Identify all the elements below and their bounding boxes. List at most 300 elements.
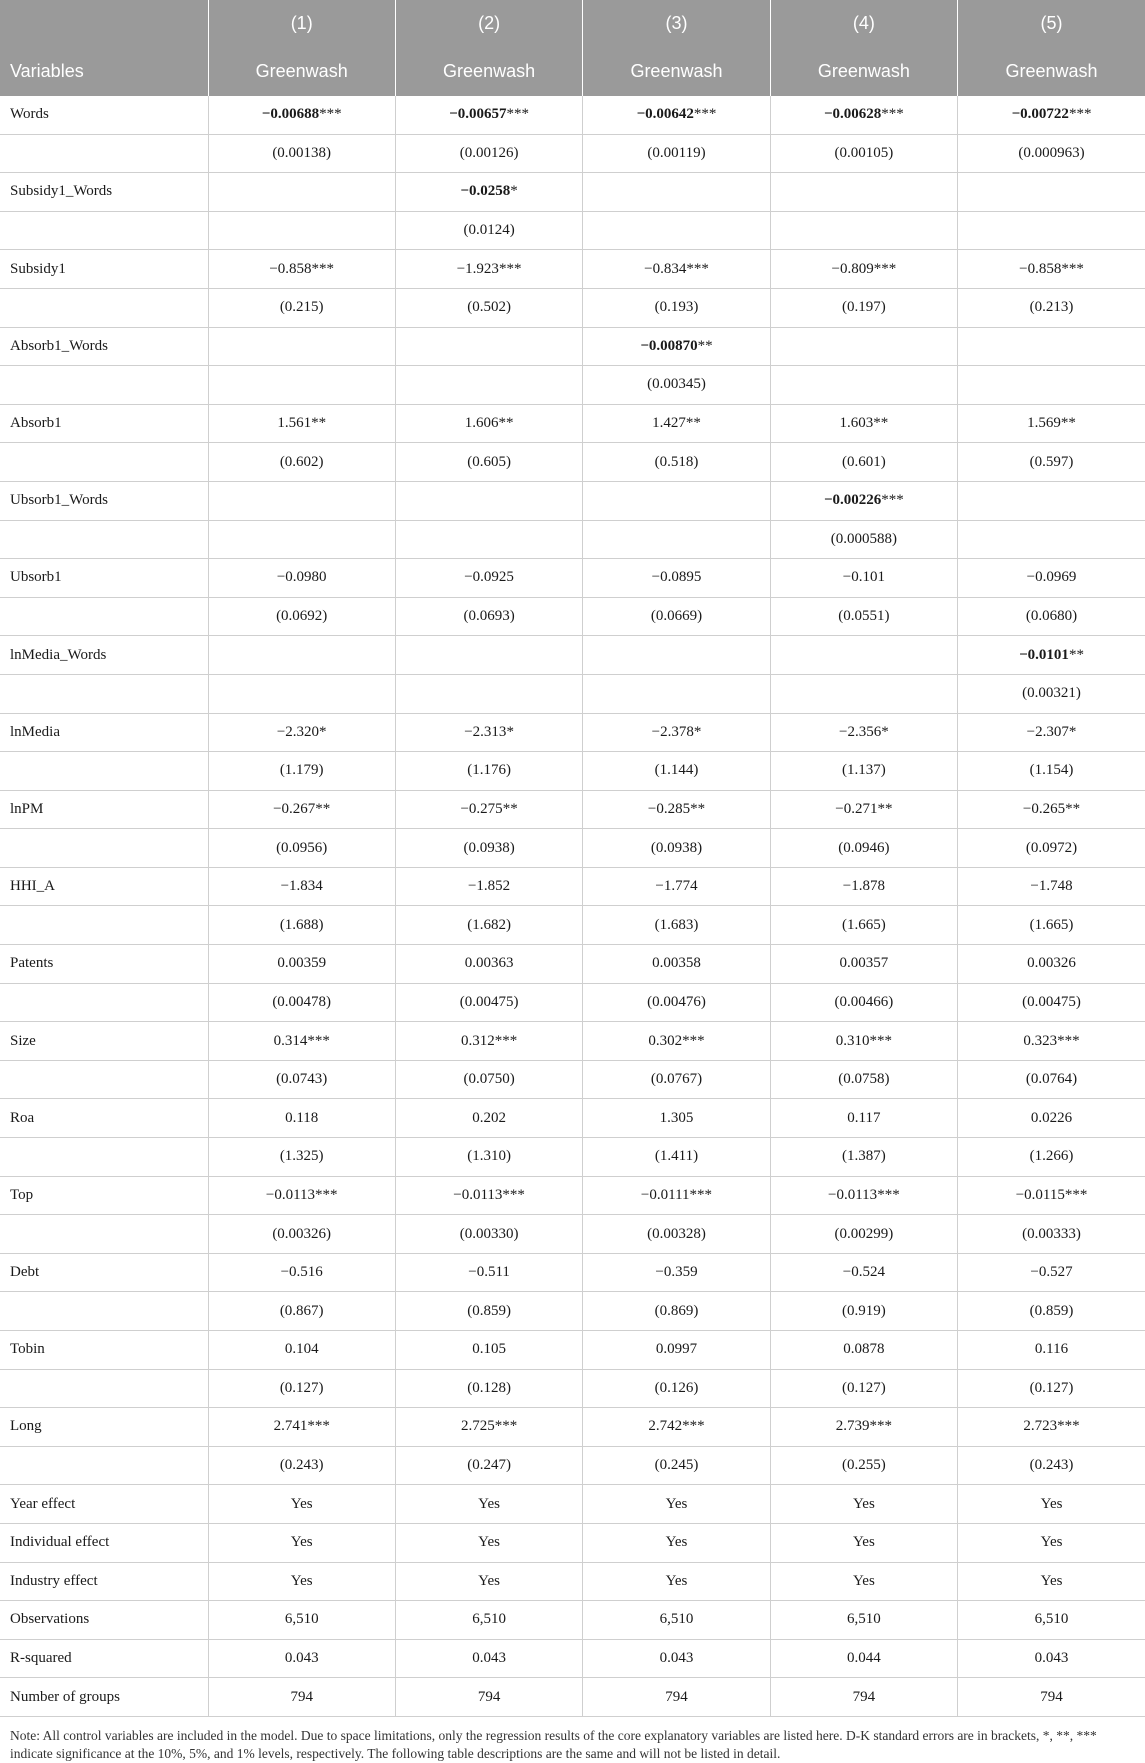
table-cell (395, 1176, 582, 1215)
table-cell (208, 250, 395, 289)
row-label: Debt (0, 1253, 208, 1292)
table-cell (770, 1022, 957, 1061)
significance-stars: *** (869, 1418, 892, 1435)
cell-value: (1.325) (279, 1148, 324, 1165)
cell-value: 6,510 (472, 1611, 506, 1628)
row-label: Absorb1 (0, 404, 208, 443)
row-label (0, 597, 208, 636)
table-cell (208, 1523, 395, 1562)
cell-value: 0.202 (472, 1109, 506, 1126)
cell-value: (0.00105) (834, 144, 894, 161)
table-cell (958, 1253, 1145, 1292)
cell-value: 6,510 (659, 1611, 694, 1628)
table-cell (395, 366, 582, 405)
table-cell (583, 752, 770, 791)
table-cell (583, 1176, 770, 1215)
table-cell (958, 1292, 1145, 1331)
table-row (0, 1138, 1145, 1177)
cell-value: 0.323 (1023, 1032, 1058, 1049)
significance-stars: *** (1061, 260, 1084, 277)
table-cell (208, 983, 395, 1022)
table-cell (208, 1639, 395, 1678)
table-cell (583, 1639, 770, 1678)
cell-value: 0.043 (284, 1650, 319, 1667)
cell-value: (0.0956) (276, 839, 328, 856)
table-row (0, 1060, 1145, 1099)
table-cell (583, 96, 770, 134)
table-cell (395, 211, 582, 250)
row-label (0, 366, 208, 405)
row-label: Words (0, 96, 208, 134)
row-label: R-squared (0, 1639, 208, 1678)
table-cell (395, 96, 582, 134)
table-cell (958, 520, 1145, 559)
cell-value: (0.127) (841, 1379, 886, 1396)
table-cell (208, 481, 395, 520)
cell-value: −0.0925 (464, 569, 514, 586)
table-cell (208, 1446, 395, 1485)
cell-value: −0.834 (644, 260, 687, 277)
cell-value: 0.116 (1034, 1341, 1069, 1358)
table-row (0, 520, 1145, 559)
table-cell (395, 983, 582, 1022)
significance-stars: ** (502, 800, 518, 817)
cell-value: (0.128) (467, 1379, 511, 1396)
cell-value: (0.213) (1029, 299, 1074, 316)
cell-value: 6,510 (846, 1611, 881, 1628)
table-row (0, 1523, 1145, 1562)
table-row (0, 752, 1145, 791)
cell-value: 2.739 (835, 1418, 870, 1435)
dependent-variable-1: Greenwash (208, 47, 395, 96)
table-cell (395, 559, 582, 598)
table-cell (583, 1253, 770, 1292)
cell-value: Yes (290, 1572, 313, 1589)
cell-value: 794 (477, 1688, 501, 1705)
table-cell (958, 211, 1145, 250)
cell-value: (0.00333) (1022, 1225, 1081, 1242)
table-cell (395, 1523, 582, 1562)
row-label: lnPM (0, 790, 208, 829)
table-cell (770, 1562, 957, 1601)
table-cell (208, 867, 395, 906)
table-cell (583, 597, 770, 636)
table-cell (770, 327, 957, 366)
cell-value: (0.0946) (838, 839, 890, 856)
significance-stars: *** (319, 106, 342, 123)
cell-value: 1.569 (1027, 415, 1061, 432)
table-row (0, 1408, 1145, 1447)
cell-value: 0.044 (846, 1650, 881, 1667)
table-cell (770, 752, 957, 791)
cell-value: −0.858 (269, 260, 312, 277)
table-cell (208, 443, 395, 482)
table-cell (583, 1446, 770, 1485)
table-cell (958, 674, 1145, 713)
significance-stars: *** (307, 1032, 330, 1049)
cell-value: 0.302 (648, 1032, 683, 1049)
table-cell (395, 790, 582, 829)
table-cell (395, 1022, 582, 1061)
table-cell (208, 404, 395, 443)
cell-value: (1.665) (841, 916, 886, 933)
cell-value: (0.127) (279, 1379, 324, 1396)
table-cell (208, 1060, 395, 1099)
table-cell (208, 1215, 395, 1254)
table-cell (770, 1523, 957, 1562)
significance-stars: *** (315, 1186, 338, 1203)
table-cell (958, 250, 1145, 289)
table-row (0, 1022, 1145, 1061)
table-row (0, 1678, 1145, 1717)
cell-value: (0.0551) (838, 608, 890, 625)
cell-value: −0.858 (1019, 260, 1062, 277)
table-cell (395, 867, 582, 906)
cell-value: (0.255) (841, 1457, 886, 1474)
table-cell (583, 636, 770, 675)
cell-value: 0.0878 (843, 1341, 885, 1358)
cell-value: (0.000588) (830, 530, 897, 547)
significance-stars: *** (881, 106, 904, 123)
cell-value: −0.00722 (1011, 106, 1069, 123)
row-label: Individual effect (0, 1523, 208, 1562)
cell-value: −0.00870 (640, 337, 698, 354)
table-row (0, 1369, 1145, 1408)
table-cell (958, 752, 1145, 791)
table-cell (583, 945, 770, 984)
cell-value: 0.00326 (1027, 955, 1076, 972)
significance-stars: *** (682, 1418, 705, 1435)
table-cell (583, 173, 770, 212)
table-cell (208, 1176, 395, 1215)
cell-value: 2.725 (460, 1418, 495, 1435)
column-number-5: (5) (958, 0, 1145, 47)
cell-value: Yes (852, 1534, 875, 1551)
table-cell (395, 1331, 582, 1370)
row-label: lnMedia (0, 713, 208, 752)
cell-value: (0.0680) (1025, 608, 1078, 625)
table-cell (583, 983, 770, 1022)
table-cell (770, 481, 957, 520)
significance-stars: *** (494, 1032, 518, 1049)
cell-value: −0.00226 (823, 492, 882, 509)
table-cell (208, 1253, 395, 1292)
cell-value: (1.266) (1029, 1148, 1074, 1165)
cell-value: (1.179) (279, 762, 324, 779)
row-label (0, 443, 208, 482)
header-row-dependent-variable (0, 47, 1145, 96)
significance-stars: *** (881, 492, 904, 509)
significance-stars: ** (311, 415, 327, 432)
table-cell (208, 790, 395, 829)
row-label: Absorb1_Words (0, 327, 208, 366)
cell-value: 0.00359 (277, 955, 327, 972)
table-body (0, 96, 1145, 1716)
cell-value: (1.387) (841, 1148, 886, 1165)
cell-value: (0.0938) (650, 839, 703, 856)
cell-value: −1.774 (655, 878, 698, 895)
cell-value: 1.561 (277, 415, 312, 432)
table-row (0, 211, 1145, 250)
significance-stars: * (510, 183, 518, 200)
table-row (0, 674, 1145, 713)
cell-value: −0.265 (1022, 800, 1066, 817)
table-cell (958, 481, 1145, 520)
table-cell (958, 1562, 1145, 1601)
table-cell (395, 1215, 582, 1254)
table-cell (958, 1060, 1145, 1099)
table-cell (770, 1215, 957, 1254)
significance-stars: *** (689, 1186, 713, 1203)
cell-value: 794 (1040, 1688, 1063, 1705)
significance-stars: *** (873, 260, 897, 277)
table-row (0, 250, 1145, 289)
significance-stars: ** (877, 800, 893, 817)
cell-value: 0.312 (460, 1032, 495, 1049)
table-cell (395, 636, 582, 675)
cell-value: (0.00119) (647, 144, 706, 161)
cell-value: Yes (1040, 1572, 1063, 1589)
table-cell (208, 945, 395, 984)
table-cell (583, 674, 770, 713)
cell-value: −2.320 (276, 723, 320, 740)
table-cell (583, 906, 770, 945)
table-cell (208, 1022, 395, 1061)
cell-value: Yes (665, 1534, 688, 1551)
cell-value: −0.809 (831, 260, 874, 277)
cell-value: (0.0972) (1025, 839, 1078, 856)
significance-stars: *** (498, 260, 522, 277)
cell-value: −0.00628 (823, 106, 882, 123)
table-cell (958, 173, 1145, 212)
cell-value: 1.305 (659, 1109, 694, 1126)
table-cell (395, 1678, 582, 1717)
significance-stars: *** (311, 260, 335, 277)
table-cell (583, 1331, 770, 1370)
cell-value: Yes (665, 1495, 688, 1512)
cell-value: (0.126) (654, 1379, 699, 1396)
table-cell (208, 674, 395, 713)
row-label: Size (0, 1022, 208, 1061)
table-cell (395, 520, 582, 559)
table-cell (958, 443, 1145, 482)
cell-value: (0.602) (279, 453, 324, 470)
table-cell (208, 1369, 395, 1408)
table-cell (395, 443, 582, 482)
table-cell (958, 404, 1145, 443)
table-cell (208, 1562, 395, 1601)
table-cell (770, 1678, 957, 1717)
table-cell (208, 366, 395, 405)
table-cell (770, 1446, 957, 1485)
table-cell (770, 559, 957, 598)
table-cell (395, 1369, 582, 1408)
table-cell (583, 1138, 770, 1177)
table-cell (583, 829, 770, 868)
cell-value: Yes (852, 1572, 875, 1589)
significance-stars: ** (1060, 415, 1076, 432)
cell-value: (0.0750) (463, 1071, 515, 1088)
table-row (0, 1099, 1145, 1138)
cell-value: 794 (290, 1688, 313, 1705)
table-cell (958, 636, 1145, 675)
table-cell (770, 366, 957, 405)
row-label (0, 520, 208, 559)
significance-stars: ** (690, 800, 706, 817)
table-cell (583, 520, 770, 559)
table-cell (958, 713, 1145, 752)
cell-value: (1.411) (654, 1148, 699, 1165)
table-cell (770, 1408, 957, 1447)
cell-value: 0.0997 (655, 1341, 698, 1358)
cell-value: −0.359 (655, 1264, 698, 1281)
cell-value: (1.144) (654, 762, 699, 779)
table-cell (395, 752, 582, 791)
cell-value: −0.275 (460, 800, 503, 817)
cell-value: 0.118 (285, 1109, 319, 1126)
row-label (0, 674, 208, 713)
row-label (0, 211, 208, 250)
table-row (0, 983, 1145, 1022)
cell-value: −1.834 (280, 878, 323, 895)
cell-value: 1.603 (839, 415, 874, 432)
significance-stars: *** (1057, 1032, 1080, 1049)
table-cell (395, 1253, 582, 1292)
dependent-variable-2: Greenwash (395, 47, 582, 96)
cell-value: (0.869) (654, 1302, 699, 1319)
table-row (0, 1562, 1145, 1601)
cell-value: (0.00138) (272, 144, 332, 161)
significance-stars: * (506, 723, 514, 740)
table-cell (770, 1369, 957, 1408)
table-cell (958, 906, 1145, 945)
significance-stars: *** (307, 1418, 330, 1435)
table-cell (770, 906, 957, 945)
cell-value: 1.427 (652, 415, 686, 432)
table-cell (395, 1446, 582, 1485)
table-row (0, 288, 1145, 327)
table-cell (770, 443, 957, 482)
cell-value: (0.00475) (459, 993, 519, 1010)
cell-value: (0.197) (841, 299, 886, 316)
significance-stars: *** (502, 1186, 525, 1203)
cell-value: (0.518) (654, 453, 699, 470)
table-cell (958, 1408, 1145, 1447)
cell-value: (0.00321) (1022, 685, 1081, 702)
cell-value: −0.00688 (261, 106, 320, 123)
cell-value: −0.0969 (1026, 569, 1077, 586)
table-cell (395, 713, 582, 752)
cell-value: −0.271 (835, 800, 878, 817)
table-cell (395, 1060, 582, 1099)
significance-stars: ** (315, 800, 331, 817)
table-row (0, 636, 1145, 675)
cell-value: (0.243) (279, 1457, 324, 1474)
cell-value: −0.511 (468, 1264, 510, 1281)
cell-value: 0.104 (284, 1341, 319, 1358)
row-label: Patents (0, 945, 208, 984)
cell-value: (0.867) (279, 1302, 324, 1319)
cell-value: (0.0767) (650, 1071, 703, 1088)
table-cell (395, 404, 582, 443)
cell-value: −0.516 (280, 1264, 323, 1281)
table-cell (395, 1485, 582, 1524)
table-cell (958, 983, 1145, 1022)
table-row (0, 1292, 1145, 1331)
cell-value: −0.0980 (276, 569, 327, 586)
significance-stars: * (693, 723, 702, 740)
significance-stars: *** (1064, 1186, 1088, 1203)
table-cell (208, 520, 395, 559)
cell-value: 0.310 (835, 1032, 870, 1049)
table-cell (770, 983, 957, 1022)
table-cell (958, 1022, 1145, 1061)
table-row (0, 134, 1145, 173)
table-cell (208, 597, 395, 636)
cell-value: (0.00126) (459, 144, 519, 161)
row-label: Ubsorb1 (0, 559, 208, 598)
table-cell (958, 867, 1145, 906)
row-label: Ubsorb1_Words (0, 481, 208, 520)
table-cell (583, 1369, 770, 1408)
table-cell (958, 559, 1145, 598)
cell-value: 0.043 (659, 1650, 694, 1667)
table-cell (395, 250, 582, 289)
row-label: Roa (0, 1099, 208, 1138)
cell-value: 0.314 (273, 1032, 308, 1049)
row-label (0, 288, 208, 327)
cell-value: Yes (290, 1495, 313, 1512)
table-cell (208, 1601, 395, 1640)
cell-value: (0.127) (1029, 1379, 1074, 1396)
table-cell (208, 327, 395, 366)
table-cell (583, 250, 770, 289)
cell-value: 0.0226 (1030, 1109, 1073, 1126)
table-cell (958, 829, 1145, 868)
cell-value: (0.859) (1029, 1302, 1074, 1319)
cell-value: 0.043 (472, 1650, 506, 1667)
table-cell (395, 1138, 582, 1177)
cell-value: (1.665) (1029, 916, 1074, 933)
column-number-2: (2) (395, 0, 582, 47)
dependent-variable-4: Greenwash (770, 47, 957, 96)
table-cell (583, 559, 770, 598)
table-cell (583, 867, 770, 906)
table-cell (770, 597, 957, 636)
table-cell (395, 1408, 582, 1447)
table-cell (583, 366, 770, 405)
table-cell (395, 1099, 582, 1138)
cell-value: −0.0101 (1019, 646, 1069, 663)
significance-stars: *** (686, 260, 709, 277)
cell-value: (0.00330) (459, 1225, 519, 1242)
table-row (0, 96, 1145, 134)
cell-value: 0.105 (472, 1341, 506, 1358)
significance-stars: *** (1057, 1418, 1080, 1435)
table-row (0, 597, 1145, 636)
table-row (0, 366, 1145, 405)
table-cell (208, 173, 395, 212)
table-cell (583, 211, 770, 250)
cell-value: (0.0693) (463, 608, 515, 625)
cell-value: (0.247) (467, 1457, 511, 1474)
row-label: Long (0, 1408, 208, 1447)
table-cell (770, 945, 957, 984)
table-row (0, 559, 1145, 598)
table-cell (958, 1446, 1145, 1485)
cell-value: (0.0743) (276, 1071, 328, 1088)
table-cell (958, 327, 1145, 366)
